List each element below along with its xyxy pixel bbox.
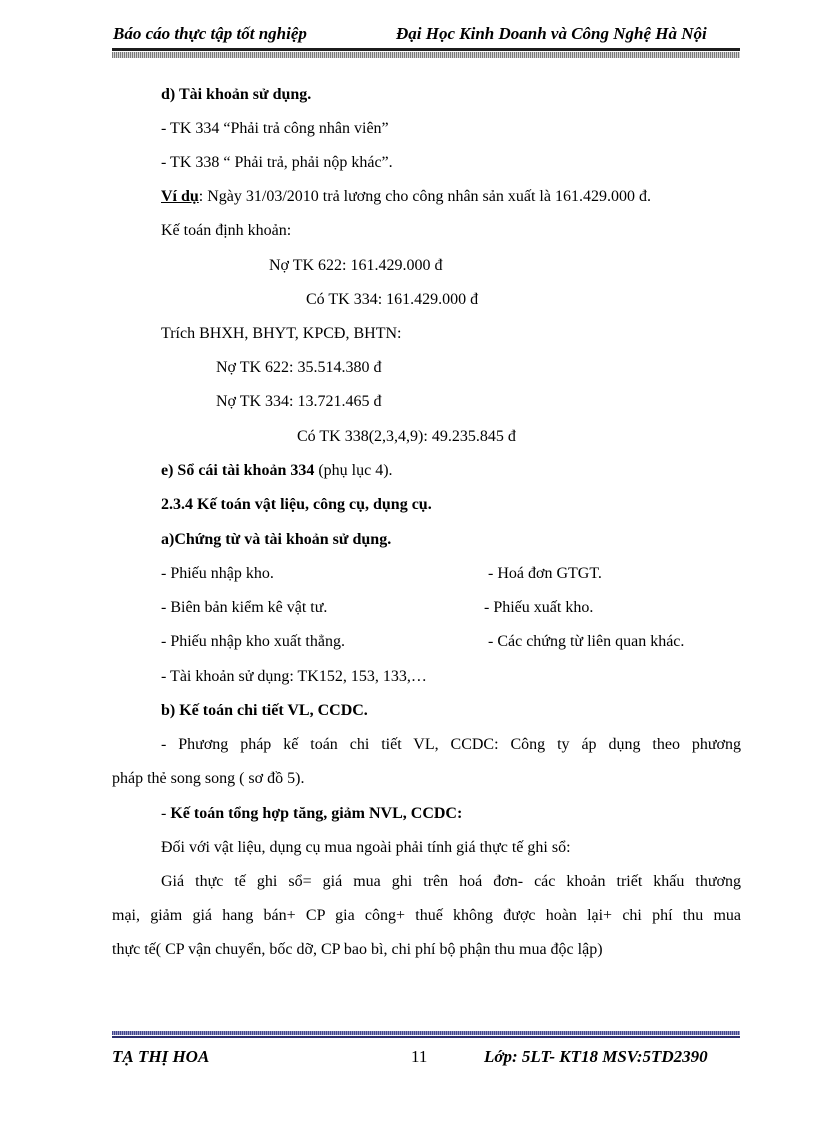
cost-formula-line1: Giá thực tế ghi sổ= giá mua ghi trên hoá đơn- các khoản triết khấu thương [161, 873, 741, 890]
doc-receipt-note: - Phiếu nhập kho. [161, 565, 274, 582]
detail-method-line1: - Phương pháp kế toán chi tiết VL, CCDC: Công ty áp dụng theo phương [161, 736, 741, 753]
entry-credit-334: Có TK 334: 161.429.000 đ [306, 291, 479, 308]
insurance-debit-622: Nợ TK 622: 35.514.380 đ [216, 359, 382, 376]
account-334-line: - TK 334 “Phải trả công nhân viên” [161, 120, 389, 137]
summary-heading-line [161, 804, 462, 824]
entry-intro: Kế toán định khoản: [161, 222, 292, 239]
doc-direct-receipt: - Phiếu nhập kho xuất thẳng. [161, 633, 345, 650]
insurance-debit-334: Nợ TK 334: 13.721.465 đ [216, 393, 382, 410]
header-report-title: Báo cáo thực tập tốt nghiệp [113, 24, 307, 43]
doc-vat-invoice: - Hoá đơn GTGT. [488, 565, 602, 582]
example-line [161, 187, 651, 207]
footer-rule-line [112, 1036, 740, 1038]
doc-issue-note: - Phiếu xuất kho. [484, 599, 594, 616]
heading-accounts-used: d) Tài khoản sử dụng. [161, 86, 312, 103]
header-university: Đại Học Kinh Doanh và Công Nghệ Hà Nội [396, 24, 707, 43]
summary-heading: Kế toán tổng hợp tăng, giảm NVL, CCDC: [170, 805, 463, 822]
example-label: Ví dụ [161, 188, 199, 205]
insurance-intro: Trích BHXH, BHYT, KPCĐ, BHTN: [161, 325, 402, 342]
ledger-334-note: (phụ lục 4). [314, 462, 393, 479]
header-rule-top [112, 48, 740, 51]
purchase-intro: Đối với vật liệu, dụng cụ mua ngoài phải tính giá thực tế ghi sổ: [161, 839, 571, 856]
detail-method-line2: pháp thẻ song song ( sơ đồ 5). [112, 770, 305, 787]
cost-formula-line3: thực tế( CP vận chuyển, bốc dỡ, CP bao bì, chi phí bộ phận thu mua độc lập) [112, 941, 603, 958]
section-2-3-4-heading: 2.3.4 Kế toán vật liệu, công cụ, dụng cụ. [161, 496, 432, 513]
footer-rule-hatch [112, 1031, 740, 1035]
accounts-list: - Tài khoản sử dụng: TK152, 153, 133,… [161, 668, 427, 685]
example-text: : Ngày 31/03/2010 trả lương cho công nhân sản xuất là 161.429.000 đ. [198, 188, 651, 205]
doc-inventory-minutes: - Biên bản kiểm kê vật tư. [161, 599, 328, 616]
entry-debit-622: Nợ TK 622: 161.429.000 đ [269, 257, 443, 274]
ledger-334-heading: e) Sổ cái tài khoản 334 [161, 462, 315, 479]
doc-related-vouchers: - Các chứng từ liên quan khác. [488, 633, 685, 650]
cost-formula-line2: mại, giảm giá hang bán+ CP gia công+ thuế không được hoàn lại+ chi phí thu mua [112, 907, 741, 924]
heading-detail-accounting: b) Kế toán chi tiết VL, CCDC. [161, 702, 368, 719]
footer-class-id: Lớp: 5LT- KT18 MSV:5TD2390 [484, 1047, 708, 1066]
page-number: 11 [411, 1047, 428, 1066]
header-rule-hatch [112, 52, 740, 58]
insurance-credit-338: Có TK 338(2,3,4,9): 49.235.845 đ [297, 428, 516, 445]
footer-student-name: TẠ THỊ HOA [112, 1047, 210, 1066]
summary-dash: - [161, 805, 171, 822]
heading-documents: a)Chứng từ và tài khoản sử dụng. [161, 531, 392, 548]
ledger-334-line [161, 461, 393, 481]
account-338-line: - TK 338 “ Phải trả, phải nộp khác”. [161, 154, 393, 171]
